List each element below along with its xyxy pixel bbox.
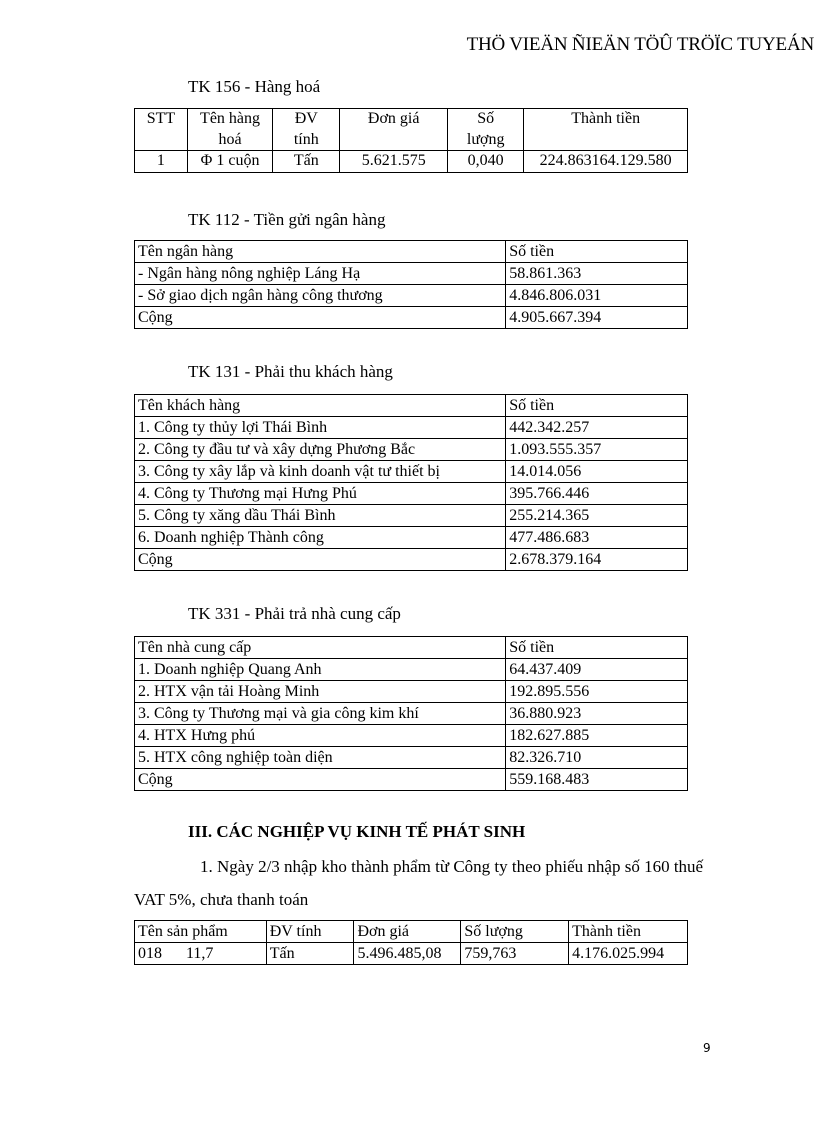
table-cell: 1 [135, 151, 188, 173]
table-row [135, 151, 688, 173]
table-cell: 14.014.056 [506, 461, 688, 483]
table-cell: 2. Công ty đầu tư và xây dựng Phương Bắc [135, 439, 506, 461]
table-row [135, 285, 688, 307]
header-cell [273, 109, 340, 151]
table-cell: - Ngân hàng nông nghiệp Láng Hạ [135, 263, 506, 285]
header-cell: Số tiền [506, 395, 688, 417]
tk112-title: TK 112 - Tiền gửi ngân hàng [188, 210, 386, 229]
header-cell: Số tiền [506, 637, 688, 659]
table-cell: 255.214.365 [506, 505, 688, 527]
table-row [135, 263, 688, 285]
table-header-row [135, 395, 688, 417]
table-row [135, 505, 688, 527]
table-cell: 182.627.885 [506, 725, 688, 747]
table-cell: Tấn [273, 151, 340, 173]
table-header-row [135, 921, 688, 943]
product-table [134, 920, 688, 965]
header-cell: Đơn giá [340, 109, 448, 151]
table-cell: 2.678.379.164 [506, 549, 688, 571]
section-heading: III. CÁC NGHIỆP VỤ KINH TẾ PHÁT SINH [188, 822, 526, 841]
table-row [135, 659, 688, 681]
table-cell: 4.846.806.031 [506, 285, 688, 307]
tk331-title: TK 331 - Phải trả nhà cung cấp [188, 604, 401, 623]
table-header-row [135, 109, 688, 151]
paragraph-line: 1. Ngày 2/3 nhập kho thành phẩm từ Công ty theo phiếu nhập số 160 thuế [200, 857, 704, 876]
header-cell: Số tiền [506, 241, 688, 263]
header-cell: Tên sản phẩm [135, 921, 267, 943]
table-cell: 0,040 [448, 151, 524, 173]
table-cell: 82.326.710 [506, 747, 688, 769]
tk131-table [134, 394, 688, 571]
table-total-row [135, 769, 688, 791]
table-cell: 759,763 [461, 943, 569, 965]
table-row [135, 527, 688, 549]
header-cell [448, 109, 524, 151]
table-row [135, 725, 688, 747]
paragraph-line: VAT 5%, chưa thanh toán [134, 890, 309, 909]
header-cell: Tên nhà cung cấp [135, 637, 506, 659]
table-cell: 5. HTX công nghiệp toàn diện [135, 747, 506, 769]
table-total-row [135, 549, 688, 571]
tk156-table [134, 108, 688, 173]
header-cell: Số lượng [461, 921, 569, 943]
table-cell: 4. HTX Hưng phú [135, 725, 506, 747]
table-cell: 477.486.683 [506, 527, 688, 549]
table-cell: 559.168.483 [506, 769, 688, 791]
header-cell: Tên ngân hàng [135, 241, 506, 263]
table-cell: Cộng [135, 307, 506, 329]
table-cell: 5. Công ty xăng dầu Thái Bình [135, 505, 506, 527]
table-total-row [135, 307, 688, 329]
header-cell: Thành tiền [524, 109, 688, 151]
table-cell: - Sở giao dịch ngân hàng công thương [135, 285, 506, 307]
table-cell: 018 11,7 [135, 943, 267, 965]
table-cell: 6. Doanh nghiệp Thành công [135, 527, 506, 549]
header-cell: ĐV tính [266, 921, 354, 943]
table-cell: 192.895.556 [506, 681, 688, 703]
table-header-row [135, 637, 688, 659]
table-header-row [135, 241, 688, 263]
table-cell: 442.342.257 [506, 417, 688, 439]
table-row [135, 439, 688, 461]
table-cell: 4.905.667.394 [506, 307, 688, 329]
header-cell: STT [135, 109, 188, 151]
header-cell: Tên khách hàng [135, 395, 506, 417]
table-cell: Cộng [135, 549, 506, 571]
table-cell: 1.093.555.357 [506, 439, 688, 461]
header-cell: Thành tiền [569, 921, 688, 943]
table-row [135, 461, 688, 483]
table-cell: 4. Công ty Thương mại Hưng Phú [135, 483, 506, 505]
header-cell-text: ĐV tính [293, 110, 319, 148]
table-cell: 3. Công ty xây lắp và kinh doanh vật tư thiết bị [135, 461, 506, 483]
table-row [135, 483, 688, 505]
table-cell: 64.437.409 [506, 659, 688, 681]
table-row [135, 747, 688, 769]
page-number: 9 [703, 1041, 711, 1055]
header-cell: Đơn giá [354, 921, 461, 943]
header-cell-text: Tên hàng hoá [200, 110, 261, 148]
table-row [135, 681, 688, 703]
page-header: THÖ VIEÄN ÑIEÄN TÖÛ TRÖÏC TUYEÁN [466, 34, 814, 55]
header-cell [187, 109, 272, 151]
tk331-table [134, 636, 688, 791]
table-cell: 1. Doanh nghiệp Quang Anh [135, 659, 506, 681]
table-cell: Tấn [266, 943, 354, 965]
table-cell: 2. HTX vận tải Hoàng Minh [135, 681, 506, 703]
header-cell-text: Số lượng [466, 110, 505, 148]
table-cell: 36.880.923 [506, 703, 688, 725]
table-row [135, 943, 688, 965]
table-cell: 1. Công ty thủy lợi Thái Bình [135, 417, 506, 439]
table-cell: Φ 1 cuộn [187, 151, 272, 173]
table-row [135, 417, 688, 439]
table-cell: 3. Công ty Thương mại và gia công kim khí [135, 703, 506, 725]
table-cell: 395.766.446 [506, 483, 688, 505]
table-row [135, 703, 688, 725]
table-cell: 5.621.575 [340, 151, 448, 173]
table-cell: 58.861.363 [506, 263, 688, 285]
tk131-title: TK 131 - Phải thu khách hàng [188, 362, 393, 381]
table-cell: 224.863164.129.580 [524, 151, 688, 173]
tk156-title: TK 156 - Hàng hoá [188, 77, 321, 96]
table-cell: Cộng [135, 769, 506, 791]
table-cell: 5.496.485,08 [354, 943, 461, 965]
tk112-table [134, 240, 688, 329]
table-cell: 4.176.025.994 [569, 943, 688, 965]
